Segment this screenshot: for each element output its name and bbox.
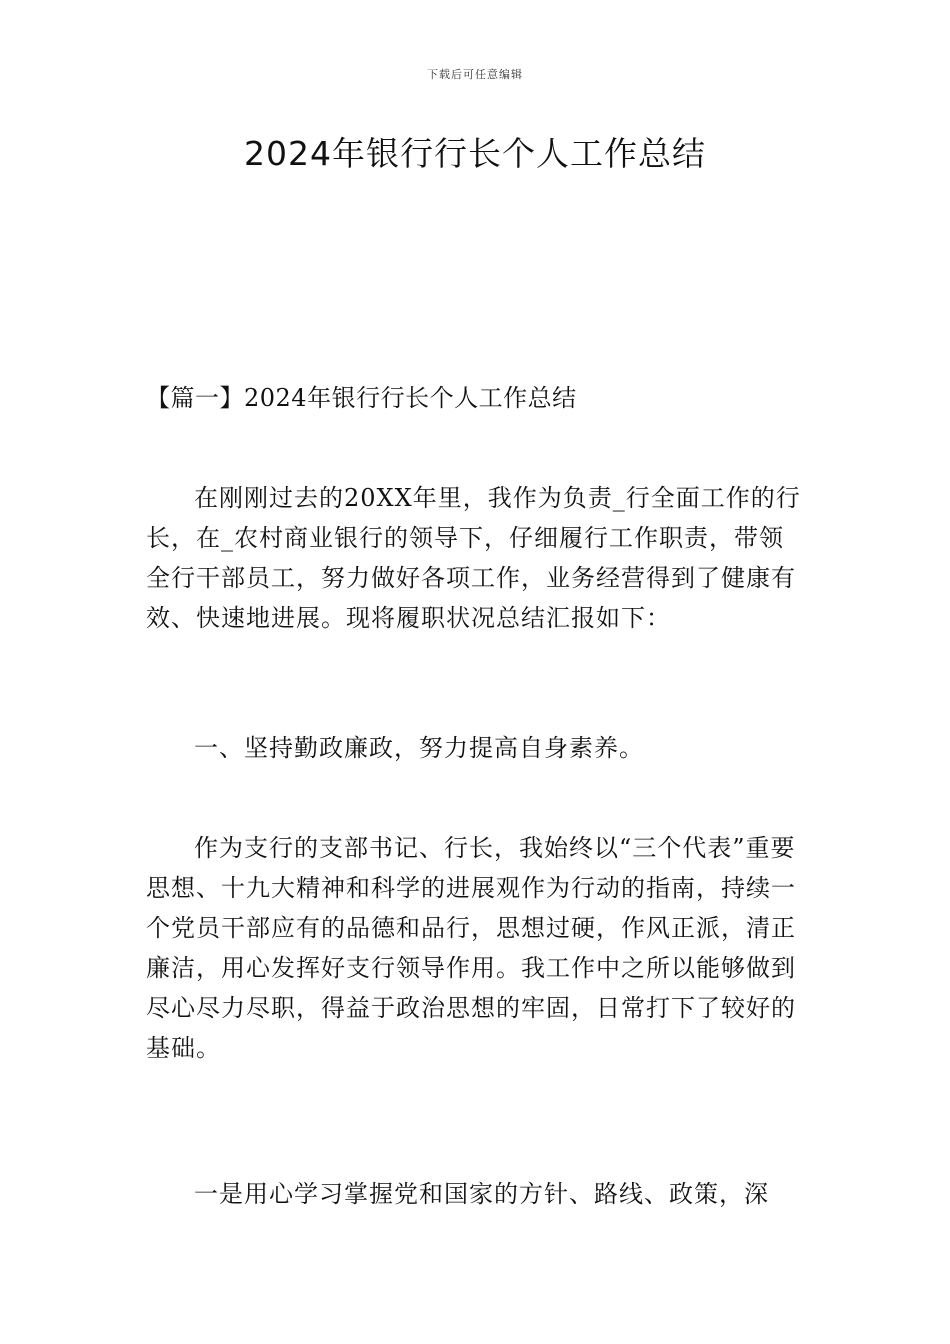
page-header-note: 下载后可任意编辑 (427, 68, 523, 81)
paragraph-body: 作为支行的支部书记、行长，我始终以“三个代表”重要思想、十九大精神和科学的进展观作为行动的指南，持续一个党员干部应有的品德和品行，思想过硬，作风正派，清正廉洁，用心发挥好支行领导作用。我工作中之所以能够做到尽心尽力尽职，得益于政治思想的牢固，日常打下了较好的基础。 (146, 834, 796, 1062)
paragraph-intro: 在刚刚过去的20XX年里，我作为负责_行全面工作的行长，在_农村商业银行的领导下，仔细履行工作职责，带领全行干部员工，努力做好各项工作，业务经营得到了健康有效、快速地进展。现将履职状况总结汇报如下： (146, 484, 801, 632)
section-heading: 【篇一】2024年银行行长个人工作总结 (146, 384, 577, 412)
paragraph-point-one: 一是用心学习掌握党和国家的方针、路线、政策，深 (194, 1180, 769, 1208)
document-title: 2024年银行行长个人工作总结 (244, 134, 706, 173)
subheading-one: 一、坚持勤政廉政，努力提高自身素养。 (194, 734, 644, 762)
